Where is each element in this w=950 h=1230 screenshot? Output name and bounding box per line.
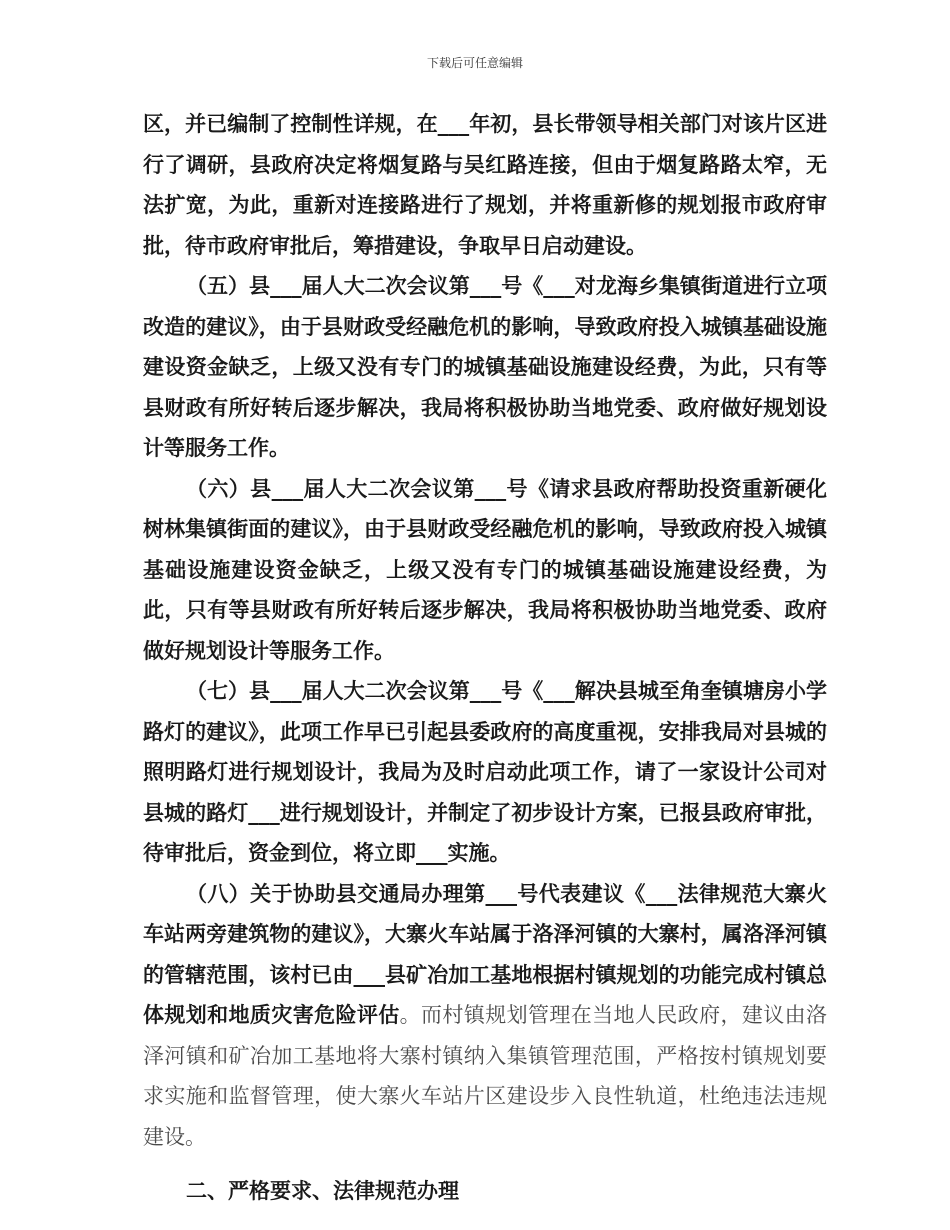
paragraph-item-8-bold: （八）关于协助县交通局办理第___号代表建议《___法律规范大寨火车站两旁建筑物的建议》，大寨火车站属于洛泽河镇的大寨村，属洛泽河镇的管辖范围，该村已由___县矿冶加工基地根据村镇规划的功能完成村镇总体规划和地质灾害危险评估 [143,880,827,1027]
section-heading: 二、严格要求、法律规范办理 [186,1178,459,1203]
document-body [143,104,827,1212]
page-header: 下载后可任意编辑 [426,56,523,70]
paragraph-continuation: 区，并已编制了控制性详规，在___年初，县长带领导相关部门对该片区进行了调研，县政府决定将烟复路与吴红路连接，但由于烟复路路太窄，无法扩宽，为此，重新对连接路进行了规划，并将重新修的规划报市政府审批，待市政府审批后，筹措建设，争取早日启动建设。 [143,111,827,258]
paragraph-item-5: （五）县___届人大二次会议第___号《___对龙海乡集镇街道进行立项改造的建议》，由于县财政受经融危机的影响，导致政府投入城镇基础设施建设资金缺乏，上级又没有专门的城镇基础设施建设经费，为此，只有等县财政有所好转后逐步解决，我局将积极协助当地党委、政府做好规划设计等服务工作。 [143,273,827,460]
paragraph-item-8-regular: 。而村镇规划管理在当地人民政府，建议由洛泽河镇和矿冶加工基地将大寨村镇纳入集镇管理范围，严格按村镇规划要求实施和监督管理，使大寨火车站片区建设步入良性轨道，杜绝违法违规建设。 [143,1003,828,1149]
paragraph-item-6: （六）县___届人大二次会议第___号《请求县政府帮助投资重新硬化树林集镇街面的建议》，由于县财政受经融危机的影响，导致政府投入城镇基础设施建设资金缺乏，上级又没有专门的城镇基础设施建设经费，为此，只有等县财政有所好转后逐步解决，我局将积极协助当地党委、政府做好规划设计等服务工作。 [143,475,827,663]
paragraph-item-8 [143,874,827,1158]
paragraph-item-7: （七）县___届人大二次会议第___号《___解决县城至角奎镇塘房小学路灯的建议》，此项工作早已引起县委政府的高度重视，安排我局对县城的照明路灯进行规划设计，我局为及时启动此项工作，请了一家设计公司对县城的路灯___进行规划设计，并制定了初步设计方案，已报县政府审批，待审批后，资金到位，将立即___实施。 [143,678,827,865]
